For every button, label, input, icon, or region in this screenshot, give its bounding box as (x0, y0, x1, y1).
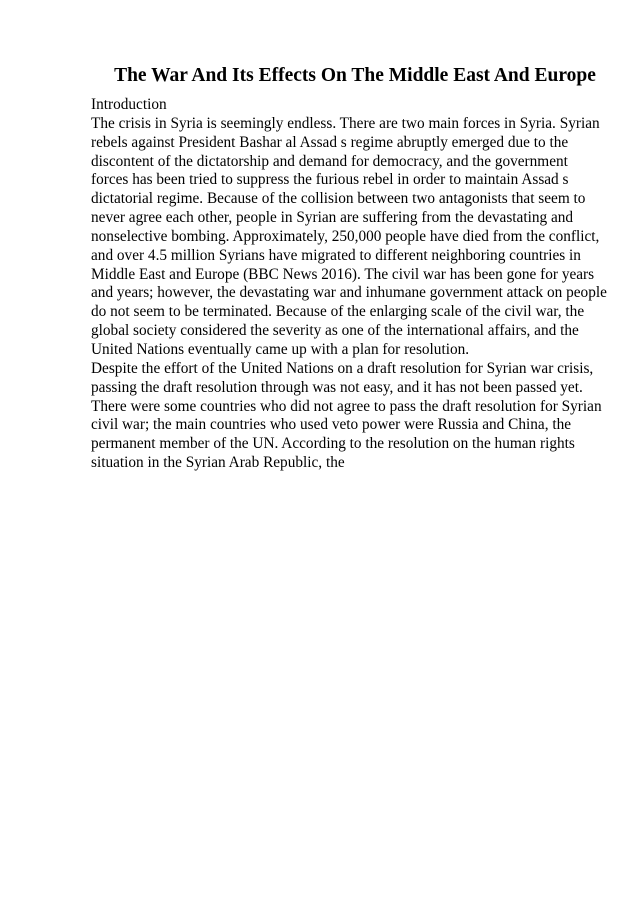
body-line: Despite the effort of the United Nations on a draft resolution for Syrian war crisis, (91, 359, 594, 377)
body-line: permanent member of the UN. According to the resolution on the human rights (91, 435, 575, 453)
document-title: The War And Its Effects On The Middle East And Europe (114, 65, 596, 86)
body-line: United Nations eventually came up with a plan for resolution. (91, 340, 470, 358)
body-line: forces has been tried to suppress the furious rebel in order to maintain Assad s (91, 171, 569, 189)
body-line: The crisis in Syria is seemingly endless. There are two main forces in Syria. Syrian (91, 114, 600, 132)
body-line: discontent of the dictatorship and demand for democracy, and the government (91, 152, 568, 170)
body-line: global society considered the severity as one of the international affairs, and the (91, 322, 579, 340)
body-line: situation in the Syrian Arab Republic, the (91, 454, 345, 472)
body-line: do not seem to be terminated. Because of the enlarging scale of the civil war, the (91, 303, 585, 321)
body-line: civil war; the main countries who used veto power were Russia and China, the (91, 416, 572, 434)
body-line: and years; however, the devastating war and inhumane government attack on people (91, 284, 607, 302)
body-line: There were some countries who did not agree to pass the draft resolution for Syrian (91, 397, 602, 415)
body-line: and over 4.5 million Syrians have migrated to different neighboring countries in (91, 246, 581, 264)
body-line: never agree each other, people in Syrian are suffering from the devastating and (91, 209, 574, 227)
body-line: Middle East and Europe (BBC News 2016). The civil war has been gone for years (91, 265, 595, 283)
body-line: nonselective bombing. Approximately, 250,000 people have died from the conflict, (91, 227, 600, 245)
section-heading: Introduction (91, 96, 167, 113)
document-body (91, 96, 607, 473)
body-line: dictatorial regime. Because of the collision between two antagonists that seem to (91, 190, 586, 208)
body-line: rebels against President Bashar al Assad s regime abruptly emerged due to the (91, 133, 569, 151)
body-line: passing the draft resolution through was not easy, and it has not been passed yet. (91, 378, 583, 396)
